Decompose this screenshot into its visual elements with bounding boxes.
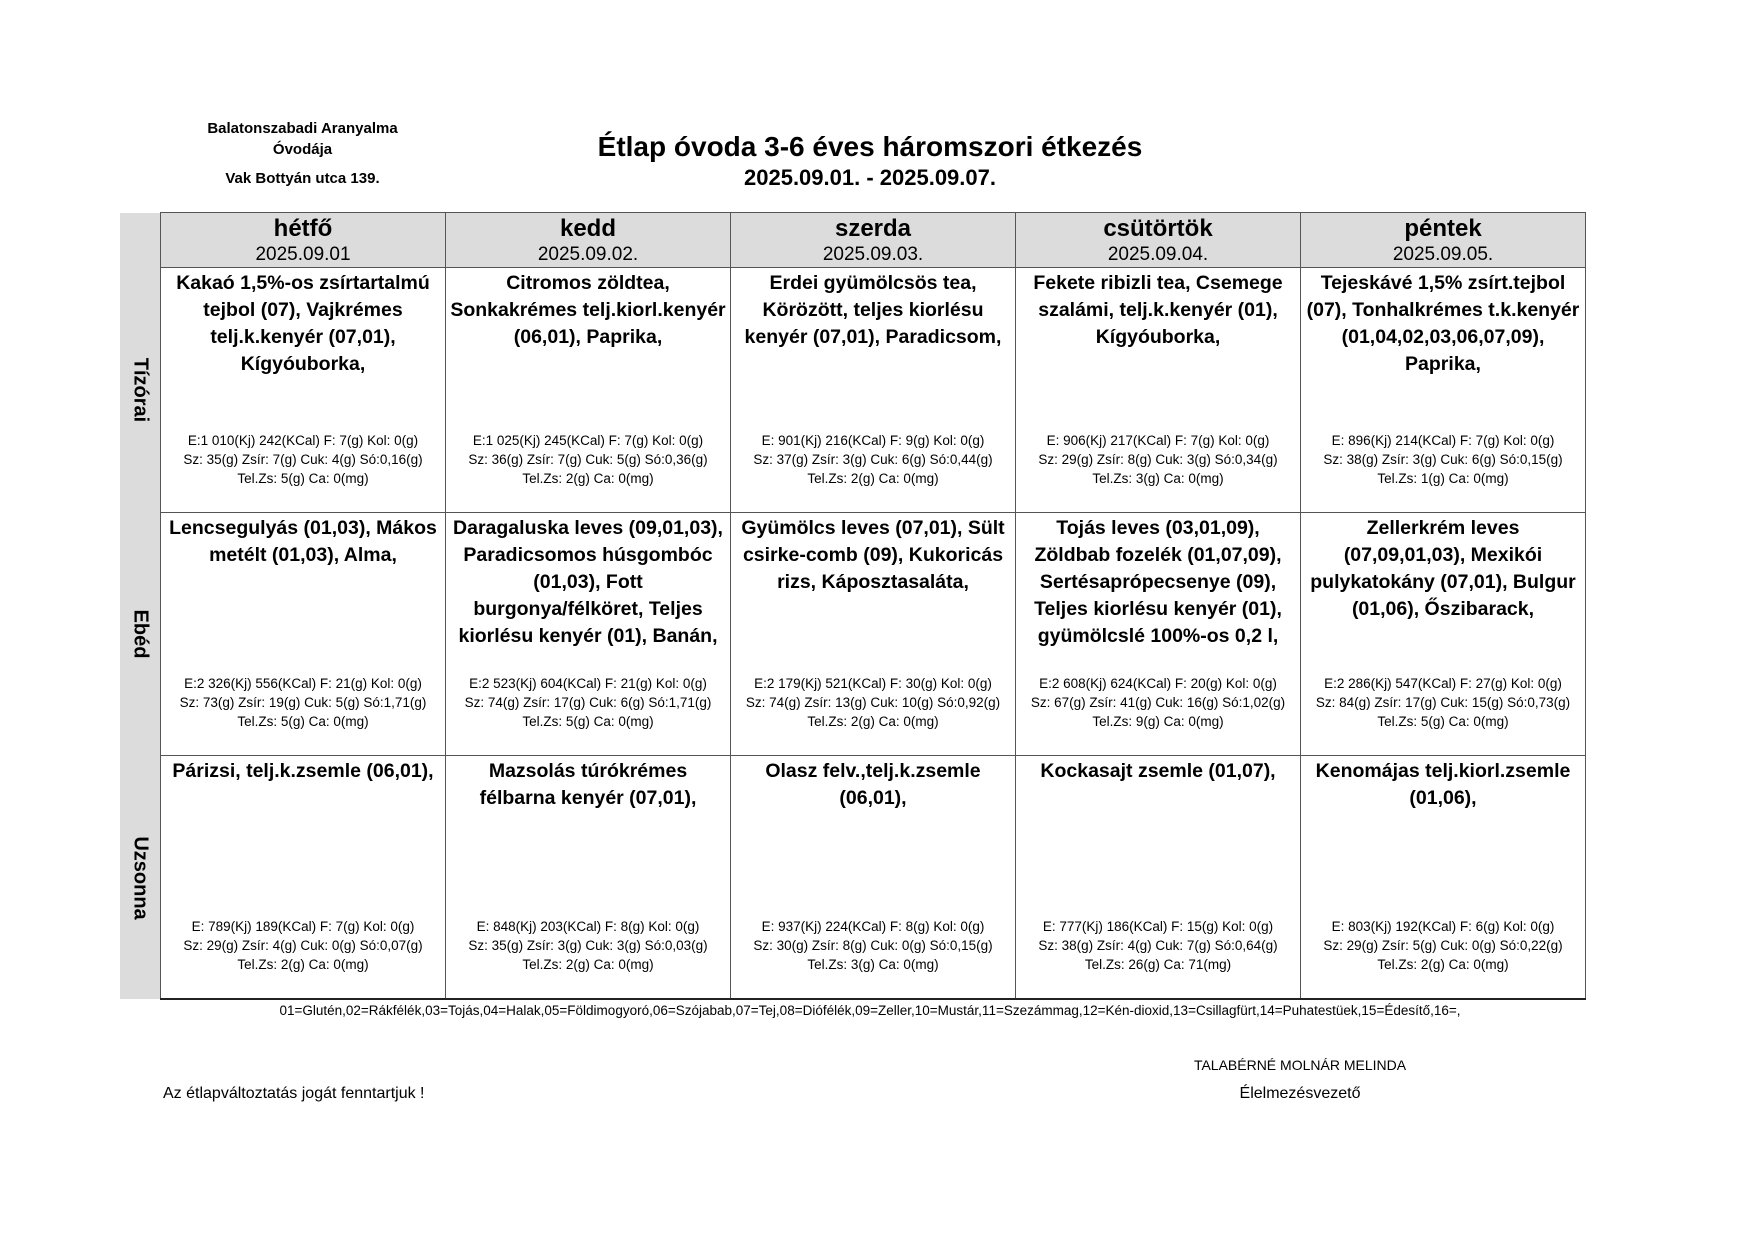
- nutrition-line-1: E: 848(Kj) 203(KCal) F: 8(g) Kol: 0(g): [476, 919, 700, 934]
- nutrition-line-1: E:2 608(Kj) 624(KCal) F: 20(g) Kol: 0(g): [1039, 676, 1277, 691]
- nutrition-info: [731, 431, 1015, 488]
- nutrition-line-2: Sz: 29(g) Zsír: 8(g) Cuk: 3(g) Só:0,34(g): [1038, 452, 1278, 467]
- nutrition-line-1: E:1 010(Kj) 242(KCal) F: 7(g) Kol: 0(g): [187, 433, 419, 448]
- nutrition-info: [1301, 431, 1585, 488]
- menu-cell: [1016, 756, 1301, 1000]
- nutrition-line-2: Sz: 30(g) Zsír: 8(g) Cuk: 0(g) Só:0,15(g): [753, 938, 993, 953]
- nutrition-line-3: Tel.Zs: 2(g) Ca: 0(mg): [522, 471, 654, 486]
- dish-text: Mazsolás túrókrémes félbarna kenyér (07,01),: [479, 760, 697, 809]
- menu-cell: [731, 756, 1016, 1000]
- nutrition-line-2: Sz: 35(g) Zsír: 7(g) Cuk: 4(g) Só:0,16(g): [183, 452, 423, 467]
- nutrition-info: [1301, 674, 1585, 731]
- day-name: kedd: [559, 215, 616, 242]
- menu-cell: [1016, 268, 1301, 513]
- day-header: [1016, 213, 1301, 268]
- day-header: [446, 213, 731, 268]
- allergen-legend: 01=Glutén,02=Rákfélék,03=Tojás,04=Halak,05=Földimogyoró,06=Szójabab,07=Tej,08=Diófélék,09=Zeller,10=Mustár,11=Szezámmag,12=Kén-dioxid,13=Csillagfürt,14=Puhatestüek,15=Édesítő,16=,: [279, 1003, 1461, 1018]
- menu-cell: [161, 513, 446, 756]
- nutrition-line-2: Sz: 73(g) Zsír: 19(g) Cuk: 5(g) Só:1,71(g): [179, 695, 427, 710]
- nutrition-info: [161, 431, 445, 488]
- nutrition-line-3: Tel.Zs: 2(g) Ca: 0(mg): [237, 957, 369, 972]
- day-name: hétfő: [273, 215, 333, 242]
- day-date: 2025.09.03.: [822, 244, 924, 265]
- day-date: 2025.09.01: [255, 244, 351, 265]
- day-name: péntek: [1404, 215, 1482, 242]
- institution-name-line2: Óvodája: [272, 141, 333, 158]
- nutrition-line-3: Tel.Zs: 1(g) Ca: 0(mg): [1377, 471, 1509, 486]
- nutrition-line-3: Tel.Zs: 5(g) Ca: 0(mg): [522, 714, 654, 729]
- dish-text: Párizsi, telj.k.zsemle (06,01),: [172, 760, 434, 782]
- nutrition-line-1: E: 901(Kj) 216(KCal) F: 9(g) Kol: 0(g): [761, 433, 985, 448]
- nutrition-line-1: E: 789(Kj) 189(KCal) F: 7(g) Kol: 0(g): [191, 919, 415, 934]
- nutrition-info: [446, 431, 730, 488]
- institution-block: [160, 118, 445, 189]
- meal-label-cell: [120, 513, 161, 756]
- nutrition-info: [161, 674, 445, 731]
- meal-label-cell: [120, 268, 161, 513]
- dish-text: Olasz felv.,telj.k.zsemle (06,01),: [765, 760, 981, 809]
- meal-row-ebed: [120, 513, 1586, 756]
- nutrition-info: [446, 917, 730, 974]
- meal-row-uzsonna: [120, 756, 1586, 1000]
- nutrition-line-2: Sz: 29(g) Zsír: 4(g) Cuk: 0(g) Só:0,07(g): [183, 938, 423, 953]
- page-title: Étlap óvoda 3-6 éves háromszori étkezés: [597, 131, 1143, 162]
- dish-text: Daragaluska leves (09,01,03), Paradicsomos húsgombóc (01,03), Fott burgonya/félköret, Teljes kiorlésu kenyér (01), Banán,: [453, 517, 723, 647]
- nutrition-info: [731, 917, 1015, 974]
- nutrition-line-1: E:2 286(Kj) 547(KCal) F: 27(g) Kol: 0(g): [1324, 676, 1562, 691]
- day-header: [731, 213, 1016, 268]
- nutrition-line-2: Sz: 84(g) Zsír: 17(g) Cuk: 15(g) Só:0,73(g): [1315, 695, 1571, 710]
- institution-name-line1: Balatonszabadi Aranyalma: [207, 120, 398, 137]
- menu-cell: [161, 756, 446, 1000]
- meal-label: Tízórai: [129, 357, 152, 423]
- nutrition-line-1: E:2 523(Kj) 604(KCal) F: 21(g) Kol: 0(g): [469, 676, 707, 691]
- menu-cell: [161, 268, 446, 513]
- day-date: 2025.09.04.: [1107, 244, 1209, 265]
- meal-label: Uzsonna: [129, 835, 152, 920]
- day-name: csütörtök: [1103, 215, 1213, 242]
- menu-cell: [1016, 513, 1301, 756]
- dish-text: Gyümölcs leves (07,01), Sült csirke-comb (09), Kukoricás rizs, Káposztasaláta,: [741, 517, 1005, 593]
- nutrition-line-3: Tel.Zs: 2(g) Ca: 0(mg): [807, 714, 939, 729]
- nutrition-line-2: Sz: 38(g) Zsír: 4(g) Cuk: 7(g) Só:0,64(g): [1038, 938, 1278, 953]
- signer-role: Élelmezésvezető: [1239, 1085, 1361, 1102]
- signer-name: TALABÉRNÉ MOLNÁR MELINDA: [1193, 1057, 1407, 1073]
- day-header: [1301, 213, 1586, 268]
- nutrition-line-1: E: 906(Kj) 217(KCal) F: 7(g) Kol: 0(g): [1046, 433, 1270, 448]
- institution-address: Vak Bottyán utca 139.: [225, 170, 380, 187]
- dish-text: Lencsegulyás (01,03), Mákos metélt (01,03), Alma,: [169, 517, 437, 566]
- nutrition-line-2: Sz: 74(g) Zsír: 17(g) Cuk: 6(g) Só:1,71(g): [464, 695, 712, 710]
- day-header-row: [120, 213, 1586, 268]
- menu-cell: [1301, 756, 1586, 1000]
- menu-cell: [1301, 268, 1586, 513]
- meal-label: Ebéd: [129, 609, 152, 659]
- nutrition-line-1: E:2 326(Kj) 556(KCal) F: 21(g) Kol: 0(g): [184, 676, 422, 691]
- nutrition-info: [1301, 917, 1585, 974]
- nutrition-line-2: Sz: 38(g) Zsír: 3(g) Cuk: 6(g) Só:0,15(g): [1323, 452, 1563, 467]
- nutrition-line-2: Sz: 67(g) Zsír: 41(g) Cuk: 16(g) Só:1,02(g): [1030, 695, 1286, 710]
- dish-text: Kockasajt zsemle (01,07),: [1040, 760, 1276, 782]
- nutrition-line-2: Sz: 74(g) Zsír: 13(g) Cuk: 10(g) Só:0,92(g): [745, 695, 1001, 710]
- nutrition-info: [1016, 674, 1300, 731]
- day-header: [161, 213, 446, 268]
- nutrition-line-3: Tel.Zs: 9(g) Ca: 0(mg): [1092, 714, 1224, 729]
- day-name: szerda: [834, 215, 912, 242]
- dish-text: Kenomájas telj.kiorl.zsemle (01,06),: [1315, 760, 1571, 809]
- day-date: 2025.09.05.: [1392, 244, 1494, 265]
- dish-text: Tejeskávé 1,5% zsírt.tejbol (07), Tonhalkrémes t.k.kenyér (01,04,02,03,06,07,09), Paprika,: [1306, 272, 1580, 375]
- nutrition-line-1: E:1 025(Kj) 245(KCal) F: 7(g) Kol: 0(g): [472, 433, 704, 448]
- day-date: 2025.09.02.: [537, 244, 639, 265]
- menu-cell: [731, 513, 1016, 756]
- date-range: 2025.09.01. - 2025.09.07.: [744, 165, 996, 190]
- nutrition-info: [731, 674, 1015, 731]
- menu-cell: [731, 268, 1016, 513]
- nutrition-line-2: Sz: 37(g) Zsír: 3(g) Cuk: 6(g) Só:0,44(g): [753, 452, 993, 467]
- dish-text: Tojás leves (03,01,09), Zöldbab fozelék (01,07,09), Sertésaprópecsenye (09), Teljes kiorlésu kenyér (01), gyümölcslé 100%-os 0,2 l,: [1034, 517, 1282, 647]
- dish-text: Citromos zöldtea, Sonkakrémes telj.kiorl.kenyér (06,01), Paprika,: [450, 272, 726, 348]
- nutrition-line-3: Tel.Zs: 3(g) Ca: 0(mg): [1092, 471, 1224, 486]
- nutrition-info: [1016, 917, 1300, 974]
- nutrition-line-2: Sz: 35(g) Zsír: 3(g) Cuk: 3(g) Só:0,03(g): [468, 938, 708, 953]
- nutrition-line-3: Tel.Zs: 2(g) Ca: 0(mg): [1377, 957, 1509, 972]
- menu-cell: [446, 513, 731, 756]
- nutrition-info: [446, 674, 730, 731]
- nutrition-info: [161, 917, 445, 974]
- menu-table: [120, 212, 1586, 1000]
- nutrition-line-3: Tel.Zs: 5(g) Ca: 0(mg): [237, 471, 369, 486]
- nutrition-line-1: E:2 179(Kj) 521(KCal) F: 30(g) Kol: 0(g): [754, 676, 992, 691]
- menu-cell: [446, 756, 731, 1000]
- meal-row-tizorai: [120, 268, 1586, 513]
- nutrition-line-2: Sz: 29(g) Zsír: 5(g) Cuk: 0(g) Só:0,22(g): [1323, 938, 1563, 953]
- disclaimer: Az étlapváltoztatás jogát fenntartjuk !: [163, 1085, 425, 1102]
- nutrition-info: [1016, 431, 1300, 488]
- title-block: [560, 130, 1180, 192]
- nutrition-line-3: Tel.Zs: 5(g) Ca: 0(mg): [237, 714, 369, 729]
- nutrition-line-1: E: 803(Kj) 192(KCal) F: 6(g) Kol: 0(g): [1331, 919, 1555, 934]
- nutrition-line-3: Tel.Zs: 5(g) Ca: 0(mg): [1377, 714, 1509, 729]
- corner-cell: [120, 213, 161, 268]
- nutrition-line-1: E: 896(Kj) 214(KCal) F: 7(g) Kol: 0(g): [1331, 433, 1555, 448]
- nutrition-line-3: Tel.Zs: 26(g) Ca: 71(mg): [1084, 957, 1232, 972]
- menu-cell: [446, 268, 731, 513]
- nutrition-line-3: Tel.Zs: 2(g) Ca: 0(mg): [522, 957, 654, 972]
- meal-label-cell: [120, 756, 161, 1000]
- nutrition-line-1: E: 937(Kj) 224(KCal) F: 8(g) Kol: 0(g): [761, 919, 985, 934]
- nutrition-line-3: Tel.Zs: 2(g) Ca: 0(mg): [807, 471, 939, 486]
- dish-text: Erdei gyümölcsös tea, Körözött, teljes kiorlésu kenyér (07,01), Paradicsom,: [744, 272, 1002, 348]
- nutrition-line-2: Sz: 36(g) Zsír: 7(g) Cuk: 5(g) Só:0,36(g): [468, 452, 708, 467]
- dish-text: Zellerkrém leves (07,09,01,03), Mexikói pulykatokány (07,01), Bulgur (01,06), Őszibarack,: [1310, 517, 1576, 620]
- dish-text: Kakaó 1,5%-os zsírtartalmú tejbol (07), Vajkrémes telj.k.kenyér (07,01), Kígyóuborka,: [176, 272, 430, 375]
- nutrition-line-1: E: 777(Kj) 186(KCal) F: 15(g) Kol: 0(g): [1042, 919, 1274, 934]
- menu-cell: [1301, 513, 1586, 756]
- nutrition-line-3: Tel.Zs: 3(g) Ca: 0(mg): [807, 957, 939, 972]
- dish-text: Fekete ribizli tea, Csemege szalámi, telj.k.kenyér (01), Kígyóuborka,: [1033, 272, 1283, 348]
